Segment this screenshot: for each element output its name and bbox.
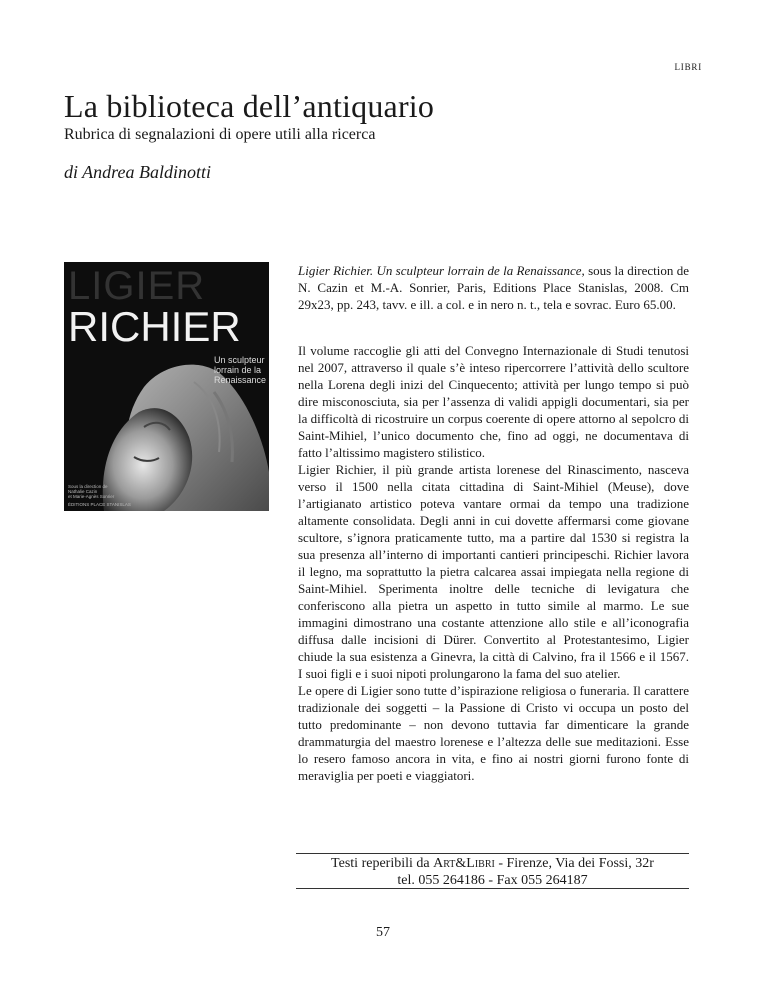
body-paragraph: Ligier Richier, il più grande artista lorenese del Rinascimento, nasceva verso il 1500 nella citata cittadina di Saint-Mihiel (Meuse), dove l’artigianato artistico poteva vantare ormai da tempo una tradizione altamente consolidata. Degli anni in cui dovette affermarsi come giovane scultore, s’ignora praticamente tutto, ma a partire dal 1530 si registra la sua presenza all’interno di importanti cantieri principeschi. Richier lavora il legno, ma soprattutto la pietra calcarea assai impiegata nella regione di Saint-Mihiel. Sperimenta inoltre delle tecniche di levigatura che conferiscono alla pietra un aspetto in tutto simile al marmo. Le sue immagini dimostrano una costante attenzione allo stile e all’iconografia diffusa dalle incisioni di Dürer. Convertito al Protestantesimo, Ligier chiude la sua esistenza a Ginevra, la città di Calvino, fra il 1566 e il 1567. I suoi figli e i suoi nipoti prolungarono la fama del suo atelier. xyxy=(298,462,689,681)
article-body xyxy=(298,342,689,784)
availability-box xyxy=(296,853,689,889)
cover-name-first: LIGIER xyxy=(68,264,206,308)
availability-line-2: tel. 055 264186 - Fax 055 264187 xyxy=(397,873,588,888)
bibliographic-reference xyxy=(298,262,689,313)
article-author: di Andrea Baldinotti xyxy=(64,162,211,182)
bookshop-name: Art&Libri xyxy=(433,856,495,871)
section-tag: LIBRI xyxy=(674,62,702,72)
availability-line-1 xyxy=(296,855,689,872)
page-number: 57 xyxy=(376,925,390,940)
book-cover xyxy=(64,262,269,511)
body-paragraph: Il volume raccoglie gli atti del Convegno Internazionale di Studi tenutosi nel 2007, attraverso il quale s’è inteso ripercorrere l’attività dello scultore nella Lorena degli inizi del Cinquecento; attività per lungo tempo si può dire misconosciuta, sia per l’assenza di validi appigli documentari, sia per la difficoltà di ricostruire un corpus coerente di opere attorno al sepolcro di Saint-Mihiel, l’unico documento che, fino ad oggi, ne documentava di fatto l’altissimo magistero stilistico. xyxy=(298,343,689,460)
reference-details: sous la direction de N. Cazin et M.-A. Sonrier, Paris, Editions Place Stanislas, 2008. Cm 29x23, pp. 243, tavv. e ill. a col. e in nero n. t., tela e sovrac. Euro 65.00. xyxy=(298,263,689,312)
reference-title: Ligier Richier. Un sculpteur lorrain de la Renaissance, xyxy=(298,263,585,278)
cover-name-last: RICHIER xyxy=(68,303,241,350)
body-paragraph: Le opere di Ligier sono tutte d’ispirazione religiosa o funeraria. Il carattere tradizionale dei soggetti – la Passione di Cristo vi occupa un posto del tutto predominante – non devono tuttavia far dimenticare la grande drammaturgia del maestro lorenese e l’altezza delle sue meditazioni. Esse lo resero famoso ancora in vita, e fino ai nostri giorni furono fonte di meraviglia per poeti e viaggiatori. xyxy=(298,683,689,783)
availability-prefix: Testi reperibili da xyxy=(331,856,434,871)
article-title: La biblioteca dell’antiquario xyxy=(64,88,435,124)
cover-credits: Sous la direction de Nathalie Cazin et Marie-Agnès Sonrier xyxy=(68,484,115,499)
cover-subtitle: Un sculpteur lorrain de la Renaissance xyxy=(214,355,267,385)
article-subtitle: Rubrica di segnalazioni di opere utili alla ricerca xyxy=(64,126,376,143)
bookshop-address: - Firenze, Via dei Fossi, 32r xyxy=(494,856,654,871)
cover-publisher: ÉDITIONS PLACE STANISLAS xyxy=(68,502,131,507)
